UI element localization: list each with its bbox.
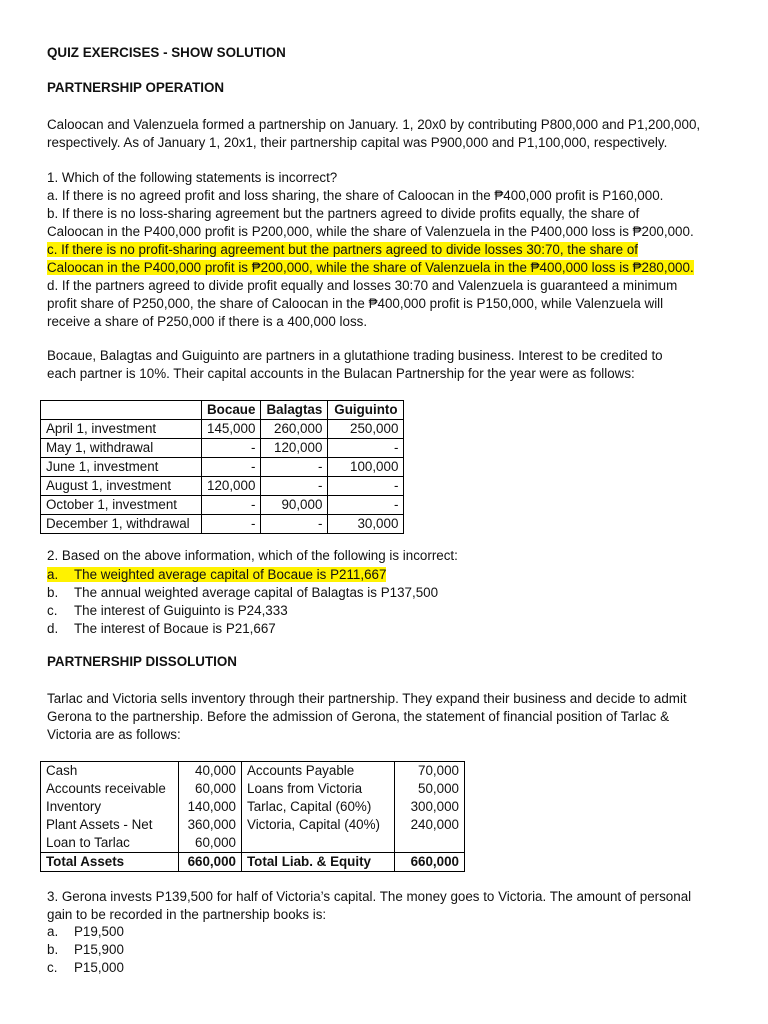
- row-label: December 1, withdrawal: [41, 515, 202, 534]
- liability-label: Victoria, Capital (40%): [242, 816, 395, 834]
- cell-value: -: [261, 458, 328, 477]
- highlighted-answer: Caloocan in the P400,000 profit is ₱200,000, while the share of Valenzuela in the ₱400,000 loss is ₱280,000.: [47, 260, 694, 275]
- liability-label: [242, 834, 395, 853]
- liability-amount: 50,000: [395, 780, 465, 798]
- asset-label: Plant Assets - Net: [41, 816, 179, 834]
- intro3-line2: Gerona to the partnership. Before the admission of Gerona, the statement of financial position of Tarlac &: [47, 709, 670, 724]
- option-text: The interest of Guiguinto is P24,333: [74, 603, 288, 618]
- cell-value: -: [202, 515, 261, 534]
- table-row: [41, 439, 404, 458]
- cell-value: -: [328, 496, 404, 515]
- q2-option-a: [47, 566, 386, 584]
- asset-label: Inventory: [41, 798, 179, 816]
- total-assets-label: Total Assets: [41, 853, 179, 872]
- liability-amount: [395, 834, 465, 853]
- table-row: [41, 834, 465, 853]
- column-header: Balagtas: [261, 401, 328, 420]
- column-header: Guiguinto: [328, 401, 404, 420]
- table-row: [41, 420, 404, 439]
- q3-stem-line1: 3. Gerona invests P139,500 for half of Victoria’s capital. The money goes to Victoria. The amount of personal: [47, 889, 692, 904]
- option-letter: a.: [47, 567, 59, 582]
- option-letter: c.: [47, 960, 58, 975]
- q1-option-d-line1: d. If the partners agreed to divide profit equally and losses 30:70 and Valenzuela is guaranteed a minimum: [47, 278, 678, 293]
- option-letter: a.: [47, 924, 59, 939]
- balance-sheet-table: [40, 761, 465, 872]
- cell-value: 100,000: [328, 458, 404, 477]
- cell-value: 90,000: [261, 496, 328, 515]
- intro2-line2: each partner is 10%. Their capital accounts in the Bulacan Partnership for the year were as follows:: [47, 366, 635, 381]
- q3-option-b: [47, 941, 124, 959]
- asset-amount: 360,000: [179, 816, 242, 834]
- cell-value: -: [202, 496, 261, 515]
- asset-label: Accounts receivable: [41, 780, 179, 798]
- cell-value: 145,000: [202, 420, 261, 439]
- document-title: QUIZ EXERCISES - SHOW SOLUTION: [47, 45, 286, 60]
- table-row: [41, 515, 404, 534]
- total-row: [41, 853, 465, 872]
- table-row: [41, 496, 404, 515]
- q1-option-a: a. If there is no agreed profit and loss sharing, the share of Caloocan in the ₱400,000 profit is P160,000.: [47, 188, 664, 203]
- option-text: P15,000: [74, 960, 124, 975]
- asset-amount: 60,000: [179, 780, 242, 798]
- q3-option-c: [47, 959, 124, 977]
- highlighted-answer: c. If there is no profit-sharing agreement but the partners agreed to divide losses 30:70, the share of: [47, 242, 639, 257]
- cell-value: 250,000: [328, 420, 404, 439]
- liability-amount: 70,000: [395, 762, 465, 781]
- cell-value: -: [328, 477, 404, 496]
- table-row: [41, 798, 465, 816]
- row-label: June 1, investment: [41, 458, 202, 477]
- option-letter: b.: [47, 585, 59, 600]
- cell-value: -: [261, 477, 328, 496]
- total-liab-amount: 660,000: [395, 853, 465, 872]
- section-heading-dissolution: PARTNERSHIP DISSOLUTION: [47, 654, 237, 669]
- asset-label: Loan to Tarlac: [41, 834, 179, 853]
- q1-option-c-line2: [47, 259, 694, 277]
- highlighted-answer: [47, 567, 386, 582]
- q1-option-d-line3: receive a share of P250,000 if there is a 400,000 loss.: [47, 314, 368, 329]
- q3-stem-line2: gain to be recorded in the partnership books is:: [47, 907, 327, 922]
- row-label: October 1, investment: [41, 496, 202, 515]
- option-letter: c.: [47, 603, 58, 618]
- table-header-row: [41, 401, 404, 420]
- cell-value: 260,000: [261, 420, 328, 439]
- option-text: The annual weighted average capital of Balagtas is P137,500: [74, 585, 439, 600]
- intro1-line2: respectively. As of January 1, 20x1, their partnership capital was P900,000 and P1,100,000, respectively.: [47, 135, 668, 150]
- q2-option-b: [47, 584, 438, 602]
- total-assets-amount: 660,000: [179, 853, 242, 872]
- asset-amount: 60,000: [179, 834, 242, 853]
- q2-stem: 2. Based on the above information, which of the following is incorrect:: [47, 548, 458, 563]
- table-row: [41, 477, 404, 496]
- cell-value: 30,000: [328, 515, 404, 534]
- cell-value: -: [202, 458, 261, 477]
- q2-option-d: [47, 620, 276, 638]
- row-label: May 1, withdrawal: [41, 439, 202, 458]
- row-label: August 1, investment: [41, 477, 202, 496]
- option-text: The interest of Bocaue is P21,667: [74, 621, 276, 636]
- asset-amount: 140,000: [179, 798, 242, 816]
- cell-value: -: [202, 439, 261, 458]
- column-header: Bocaue: [202, 401, 261, 420]
- row-label: April 1, investment: [41, 420, 202, 439]
- capital-accounts-table: [40, 400, 404, 534]
- liability-amount: 240,000: [395, 816, 465, 834]
- option-letter: b.: [47, 942, 59, 957]
- table-header-blank: [41, 401, 202, 420]
- q1-option-c-line1: [47, 241, 638, 259]
- q1-option-b-line2: Caloocan in the P400,000 profit is P200,000, while the share of Valenzuela in the P400,000 loss is ₱200,000.: [47, 224, 694, 239]
- intro1-line1: Caloocan and Valenzuela formed a partnership on January. 1, 20x0 by contributing P800,000 and P1,200,000,: [47, 117, 701, 132]
- cell-value: 120,000: [202, 477, 261, 496]
- q3-option-a: [47, 923, 124, 941]
- table-row: [41, 458, 404, 477]
- section-heading-operation: PARTNERSHIP OPERATION: [47, 80, 225, 95]
- intro3-line1: Tarlac and Victoria sells inventory through their partnership. They expand their business and decide to admit: [47, 691, 687, 706]
- liability-label: Loans from Victoria: [242, 780, 395, 798]
- q1-option-b-line1: b. If there is no loss-sharing agreement but the partners agreed to divide profits equally, the share of: [47, 206, 640, 221]
- asset-amount: 40,000: [179, 762, 242, 781]
- table-row: [41, 816, 465, 834]
- option-text: P19,500: [74, 924, 124, 939]
- q1-stem: 1. Which of the following statements is incorrect?: [47, 170, 338, 185]
- liability-label: Accounts Payable: [242, 762, 395, 781]
- intro3-line3: Victoria are as follows:: [47, 727, 181, 742]
- cell-value: -: [328, 439, 404, 458]
- intro2-line1: Bocaue, Balagtas and Guiguinto are partners in a glutathione trading business. Interest to be credited to: [47, 348, 663, 363]
- table-row: [41, 780, 465, 798]
- q2-option-c: [47, 602, 288, 620]
- total-liab-label: Total Liab. & Equity: [242, 853, 395, 872]
- cell-value: -: [261, 515, 328, 534]
- asset-label: Cash: [41, 762, 179, 781]
- option-text: P15,900: [74, 942, 124, 957]
- liability-label: Tarlac, Capital (60%): [242, 798, 395, 816]
- cell-value: 120,000: [261, 439, 328, 458]
- liability-amount: 300,000: [395, 798, 465, 816]
- option-text: The weighted average capital of Bocaue is P211,667: [74, 567, 387, 582]
- table-row: [41, 762, 465, 781]
- q1-option-d-line2: profit share of P250,000, the share of Caloocan in the ₱400,000 profit is P150,000, while Valenzuela will: [47, 296, 664, 311]
- option-letter: d.: [47, 621, 59, 636]
